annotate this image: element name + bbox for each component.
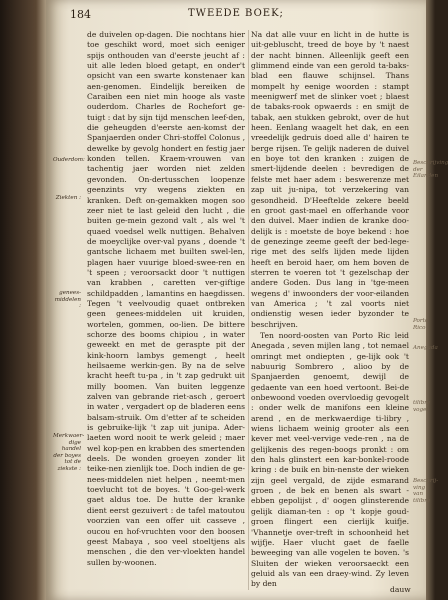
right-column-paragraph-1: Na dat alle vuur en licht in de hutte is uit-gebluscht, treed de boye by 't naest der nacht binnen. Alleenlijk geeft een glimmend einde van een gerold ta-baks-blad een flauwe schijnsel. Thans mompelt hy eenige woorden : stampt meenigwerf met de slinker voet ; blaest de tabaks-rook opwaerds : en smijt de tabak, aen stukken gebrokt, over de hut heen. Eenlang waagelt het dak, en een vreedelijk gedruis doed alle d' hairen te berge rijsen. Te gelijk naderen de duivel en boye tot den kranken : zuigen de smert-lijdende deelen : bevredigen de felste met haer adem : beswerenze met zap uit ju-nipa, tot verzekering van gesondheid. D'Heeftelde zekere beeld en groot gast-mael en offerhande voor den duivel. Maer indien de kranke doo-delijk is : moetste de boye bekend : hoe de genezinge zeeme geeft der bed-lege-rige met des selfs lijden mede lijden heeft en beroid haer, om hem boven de sterren te voeren tot 't gezelschap der andere Goden. Dus lang in 'tge-meen wegens d' inwoonders der voor-eilanden van America ; 't zal voorts niet ondienstig wesen ieder byzonder te beschrijven. (251, 30, 409, 329)
margin-note-genees: genees-middelen : (54, 290, 81, 310)
margin-note-boyes: Merkwaer-dige handel der boyes tot de ziekste : (53, 433, 85, 472)
right-column-paragraph-2: Ten noord-oosten van Porto Ric leid Anegada , seven mijlen lang , tot nemael omringt met ondiepten , ge-lijk ook 't nabuurig Sombrero , alioo by de Spanjaerden genoemt, dewijl de gedaente van een hoed vertoont. Bei-de onbewoond voeden overvloedig gevogelt : onder welk de manifons een kleine arend , en de merkwaerdige ti-libry , wiens lichaem weinig grooter als een kever met veel-vervige vede-ren , na de gelijkenis des regen-boogs pronkt : om den hals glinstert een kar-bonkel-roode kring : de buik en bin-nenste der wieken zijn geel vergald, de zijde esmarand groen , de bek en benen als swart - ebben gepolijst , d' oogen glinsterende gelijk diaman-ten : op 't kopje goud-groen flingert een cierlijk kuifje. 'Vhannetje over-treft in schoonheid het wijfje. Haer vlucht gaet de faelle beweeging van alle vogelen te boven. 's Sluiten der wieken veroorsaeckt een geluid als van een draey-wind. Zy leven by den (251, 330, 409, 589)
column-rule (248, 30, 249, 590)
margin-note-right-3: Anegada (413, 345, 438, 351)
page-number: 184 (70, 8, 91, 21)
running-title: TWEEDE BOEK; (188, 8, 284, 19)
margin-note-right-1: Beschrijving der Eilanden (413, 160, 448, 180)
right-column (251, 30, 409, 595)
margin-note-ziekten: Ziekten : (55, 195, 81, 201)
page-header (70, 6, 410, 24)
left-column (87, 30, 245, 595)
margin-note-ouderdom: Ouderdom: (53, 157, 85, 163)
margin-note-right-2: Porto Rico (413, 318, 429, 331)
book-spine (0, 0, 48, 600)
margin-note-right-4: tilibry vogel (413, 400, 431, 413)
page-edge (426, 0, 435, 600)
catchword: dauw (390, 585, 411, 594)
left-column-text: de duivelen op-dagen. Die nochtans hier toe geschikt word, moet sich eeniger spijs onthouden van d'eerste jeucht af : uit alle leden bloed getapt, en onder't opsicht van een swarte konstenaer kan aen-genomen. Eindelijk bereiken de Caraiben een niet min hooge als vaste ouderdom. Charles de Rochefort ge-tuigt : dat by sijn tijd menschen leef-den, die geheugden d'eerste aen-komst der Spanjaerden onder Chri-stoffel Colonus , dewelke by gevolg hondert en festig jaer konden tellen. Kraem-vrouwen van tachentig jaer worden niet zelden gevonden. On-dertusschen loopenze geenzints vry wegens ziekten en kranken. Deft on-gemakken mogen soo zeer niet te last geleid den lucht , die buiten ge-mein gezond valt , als wel 't quaed voedsel welk nuttigen. Behalven de moeyclijke over-val pyans , doende 't gantsche lichaem met builten swel-len, plagen haer vuurige bloed-swee-ren en 't speen ; veroorsackt door 't nuttigen van krabben , caretten ver-giftige schildpadden , lamantins en haegdissen. Tegen 't veelvoudig quaet ontbreken geen genees-middelen uit kruiden, wortelen, gommen, oo-lien. De bittere schorze des booms chipiou , in water geweekt en met de geraspte pit der kink-hoorn lambys gemengt , heelt heilsaeme werkin-gen. By na de selve kracht heeft tu-pa , in 't zap gedrukt uit milly boomen. Van buiten leggenze zalven van gebrande riet-asch , geroert in water , vergadert op de bladeren eens balsam-struik. Om d'etter af te scheiden is gebruike-lijk 't zap uit junipa. Ader-laeten word nooit te werk geleid ; maer wel kop-pen en krabben des smertenden deels. De wonden groeyen zonder lit teike-nen zienlijk toe. Doch indien de ge-nees-middelen niet helpen , neemt-men toevlucht tot de boyes. 't Goo-gel-werk gaet aldus toe. De hutte der kranke dient eerst gezuivert : de tafel matoutou voorzien van een offer uit casseve , oucou en hof-vruchten voor den boosen geest Mabaya , soo veel stoeltjens als menschen , die den ver-vloekten handel sullen by-woonen. (87, 30, 245, 567)
margin-note-right-5: Beschrij-ving van tilibry (413, 478, 439, 504)
